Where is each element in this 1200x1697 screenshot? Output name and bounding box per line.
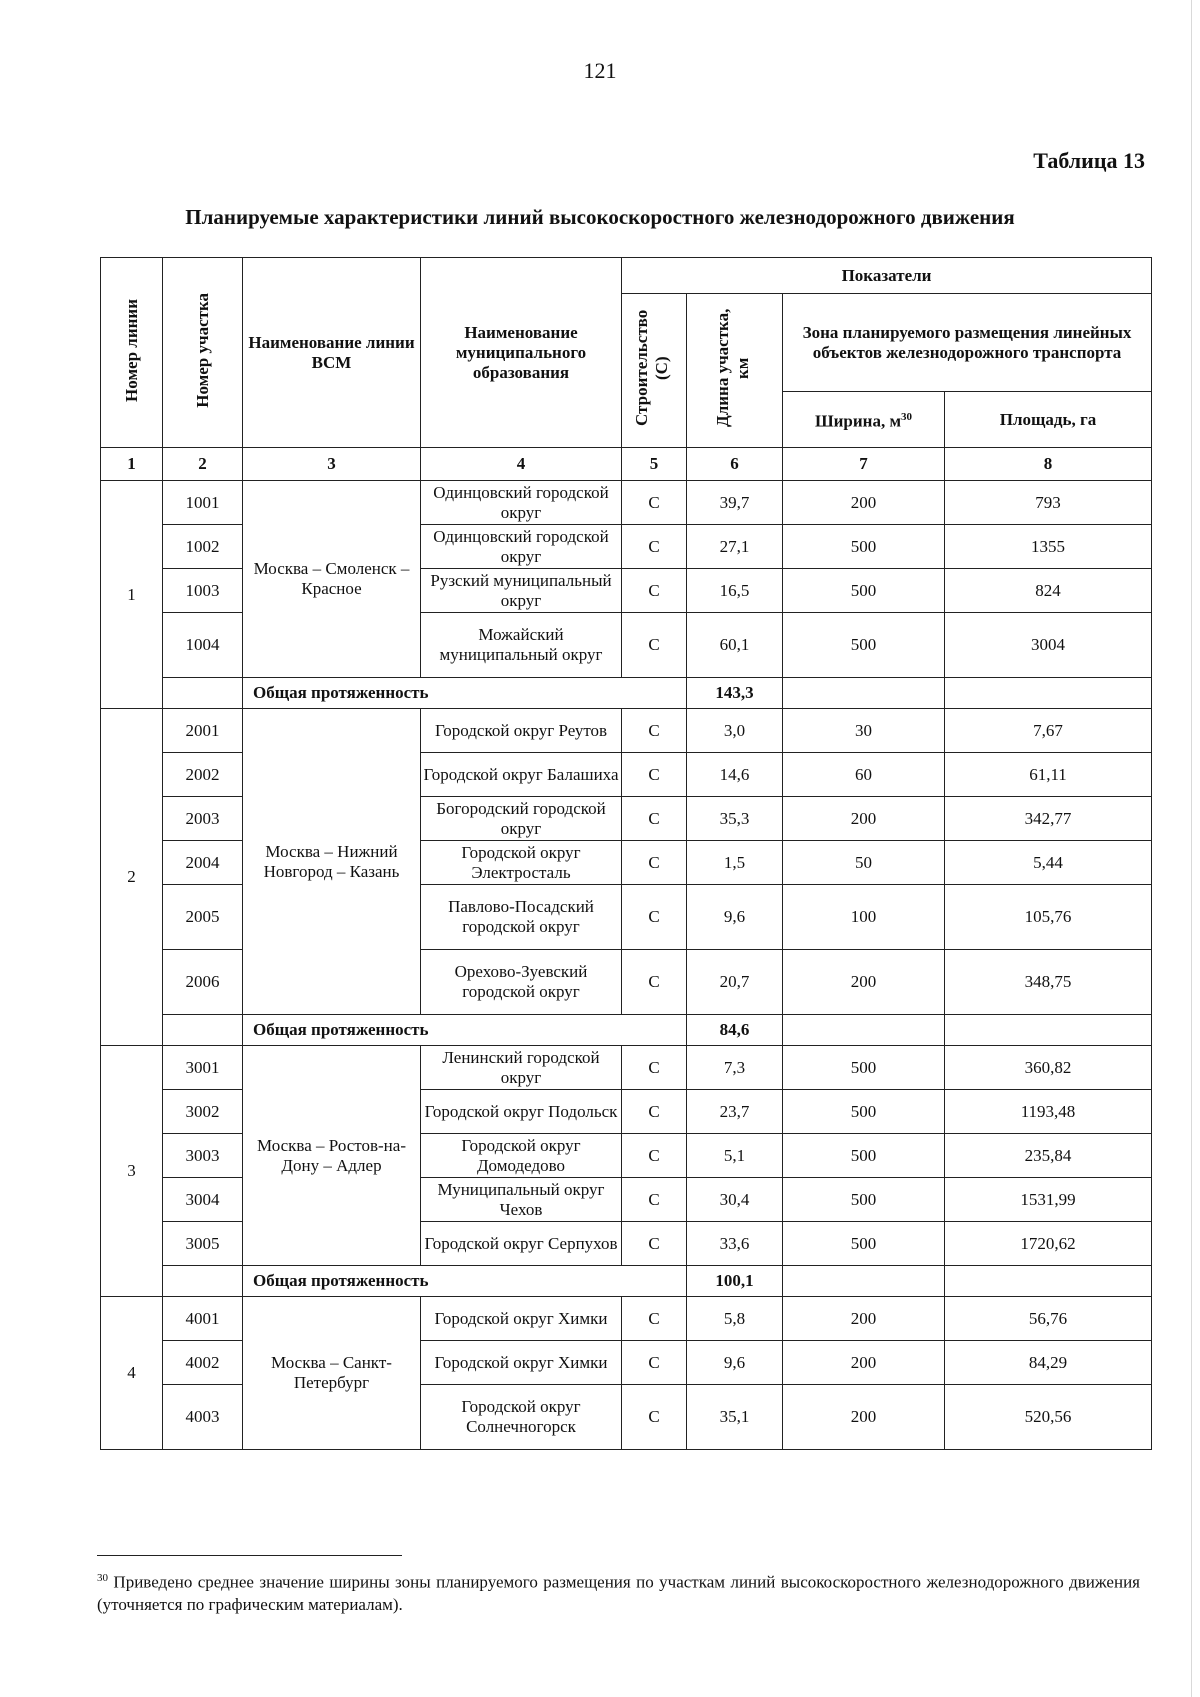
length-cell: 27,1 <box>687 525 783 569</box>
width-cell: 200 <box>783 797 945 841</box>
width-cell: 500 <box>783 525 945 569</box>
length-cell: 7,3 <box>687 1046 783 1090</box>
width-cell: 50 <box>783 841 945 885</box>
col-number: 5 <box>622 448 687 481</box>
construction-cell: С <box>622 753 687 797</box>
area-cell: 1531,99 <box>945 1178 1152 1222</box>
section-number-cell: 3004 <box>163 1178 243 1222</box>
construction-cell: С <box>622 1090 687 1134</box>
municipality-cell: Рузский муниципальный округ <box>421 569 622 613</box>
construction-cell: С <box>622 797 687 841</box>
table-row <box>101 481 1152 525</box>
municipality-cell: Ленинский городской округ <box>421 1046 622 1090</box>
total-length-cell: 143,3 <box>687 678 783 709</box>
table-label: Таблица 13 <box>1033 148 1145 173</box>
length-cell: 23,7 <box>687 1090 783 1134</box>
area-cell: 1720,62 <box>945 1222 1152 1266</box>
area-cell: 520,56 <box>945 1385 1152 1450</box>
total-empty-cell <box>945 1266 1152 1297</box>
header-construction: Строительство (С) <box>622 294 687 448</box>
table-row <box>101 1046 1152 1090</box>
municipality-cell: Городской округ Домодедово <box>421 1134 622 1178</box>
table-row <box>101 709 1152 753</box>
total-empty-cell <box>163 1015 243 1046</box>
length-cell: 60,1 <box>687 613 783 678</box>
length-cell: 9,6 <box>687 1341 783 1385</box>
header-area: Площадь, га <box>945 392 1152 448</box>
municipality-cell: Одинцовский городской округ <box>421 525 622 569</box>
municipality-cell: Городской округ Химки <box>421 1297 622 1341</box>
line-name-cell: Москва – Смоленск – Красное <box>243 481 421 678</box>
municipality-cell: Городской округ Электросталь <box>421 841 622 885</box>
length-cell: 39,7 <box>687 481 783 525</box>
col-number: 2 <box>163 448 243 481</box>
section-number-cell: 4001 <box>163 1297 243 1341</box>
area-cell: 235,84 <box>945 1134 1152 1178</box>
length-cell: 1,5 <box>687 841 783 885</box>
area-cell: 824 <box>945 569 1152 613</box>
width-cell: 200 <box>783 1385 945 1450</box>
header-section-number: Номер участка <box>163 258 243 448</box>
area-cell: 793 <box>945 481 1152 525</box>
section-number-cell: 1004 <box>163 613 243 678</box>
construction-cell: С <box>622 950 687 1015</box>
length-cell: 14,6 <box>687 753 783 797</box>
header-municipality: Наименование муниципального образования <box>421 258 622 448</box>
section-number-cell: 3005 <box>163 1222 243 1266</box>
municipality-cell: Павлово-Посадский городской округ <box>421 885 622 950</box>
length-cell: 33,6 <box>687 1222 783 1266</box>
total-empty-cell <box>783 1015 945 1046</box>
construction-cell: С <box>622 1341 687 1385</box>
width-cell: 500 <box>783 613 945 678</box>
section-number-cell: 1001 <box>163 481 243 525</box>
construction-cell: С <box>622 613 687 678</box>
construction-cell: С <box>622 841 687 885</box>
header-length: Длина участка, км <box>687 294 783 448</box>
section-number-cell: 2006 <box>163 950 243 1015</box>
total-empty-cell <box>783 1266 945 1297</box>
line-number-cell: 2 <box>101 709 163 1046</box>
construction-cell: С <box>622 1046 687 1090</box>
total-row <box>101 1266 1152 1297</box>
footnote-rule <box>97 1555 402 1556</box>
col-number: 7 <box>783 448 945 481</box>
length-cell: 30,4 <box>687 1178 783 1222</box>
line-name-cell: Москва – Санкт-Петербург <box>243 1297 421 1450</box>
width-cell: 500 <box>783 1134 945 1178</box>
construction-cell: С <box>622 709 687 753</box>
construction-cell: С <box>622 481 687 525</box>
municipality-cell: Орехово-Зуевский городской округ <box>421 950 622 1015</box>
width-cell: 200 <box>783 481 945 525</box>
length-cell: 35,1 <box>687 1385 783 1450</box>
width-cell: 30 <box>783 709 945 753</box>
section-number-cell: 3003 <box>163 1134 243 1178</box>
area-cell: 84,29 <box>945 1341 1152 1385</box>
total-row <box>101 1015 1152 1046</box>
table-title: Планируемые характеристики линий высокоскоростного железнодорожного движения <box>185 205 1015 229</box>
area-cell: 3004 <box>945 613 1152 678</box>
length-cell: 20,7 <box>687 950 783 1015</box>
width-cell: 200 <box>783 1297 945 1341</box>
section-number-cell: 3002 <box>163 1090 243 1134</box>
length-cell: 5,1 <box>687 1134 783 1178</box>
total-label: Общая протяженность <box>243 678 687 709</box>
area-cell: 61,11 <box>945 753 1152 797</box>
footnote-text: Приведено среднее значение ширины зоны планируемого размещения по участкам линий высокоскоростного железнодорожного движения (уточняется по графическим материалам). <box>97 1572 1140 1614</box>
total-empty-cell <box>945 1015 1152 1046</box>
section-number-cell: 2004 <box>163 841 243 885</box>
width-cell: 500 <box>783 1046 945 1090</box>
line-number-cell: 1 <box>101 481 163 709</box>
total-empty-cell <box>163 1266 243 1297</box>
line-number-cell: 3 <box>101 1046 163 1297</box>
total-empty-cell <box>163 678 243 709</box>
total-empty-cell <box>783 678 945 709</box>
total-length-cell: 100,1 <box>687 1266 783 1297</box>
area-cell: 342,77 <box>945 797 1152 841</box>
municipality-cell: Богородский городской округ <box>421 797 622 841</box>
section-number-cell: 3001 <box>163 1046 243 1090</box>
municipality-cell: Городской округ Химки <box>421 1341 622 1385</box>
municipality-cell: Городской округ Подольск <box>421 1090 622 1134</box>
col-number: 8 <box>945 448 1152 481</box>
col-number: 3 <box>243 448 421 481</box>
width-cell: 60 <box>783 753 945 797</box>
section-number-cell: 2001 <box>163 709 243 753</box>
width-cell: 500 <box>783 1090 945 1134</box>
table-row <box>101 1297 1152 1341</box>
section-number-cell: 4003 <box>163 1385 243 1450</box>
length-cell: 9,6 <box>687 885 783 950</box>
area-cell: 105,76 <box>945 885 1152 950</box>
area-cell: 7,67 <box>945 709 1152 753</box>
column-number-row <box>101 448 1152 481</box>
col-number: 1 <box>101 448 163 481</box>
construction-cell: С <box>622 885 687 950</box>
municipality-cell: Муниципальный округ Чехов <box>421 1178 622 1222</box>
construction-cell: С <box>622 1297 687 1341</box>
page-number: 121 <box>583 58 617 83</box>
municipality-cell: Одинцовский городской округ <box>421 481 622 525</box>
header-indicators: Показатели <box>622 258 1152 294</box>
length-cell: 35,3 <box>687 797 783 841</box>
line-name-cell: Москва – Ростов-на-Дону – Адлер <box>243 1046 421 1266</box>
construction-cell: С <box>622 525 687 569</box>
construction-cell: С <box>622 1222 687 1266</box>
col-number: 6 <box>687 448 783 481</box>
width-cell: 500 <box>783 1222 945 1266</box>
width-cell: 500 <box>783 1178 945 1222</box>
municipality-cell: Городской округ Серпухов <box>421 1222 622 1266</box>
header-line-number: Номер линии <box>101 258 163 448</box>
width-cell: 100 <box>783 885 945 950</box>
section-number-cell: 2002 <box>163 753 243 797</box>
municipality-cell: Городской округ Балашиха <box>421 753 622 797</box>
section-number-cell: 1002 <box>163 525 243 569</box>
section-number-cell: 2003 <box>163 797 243 841</box>
header-width: Ширина, $м^{30}$ <box>783 392 945 448</box>
section-number-cell: 2005 <box>163 885 243 950</box>
section-number-cell: 4002 <box>163 1341 243 1385</box>
construction-cell: С <box>622 569 687 613</box>
width-cell: 500 <box>783 569 945 613</box>
scan-edge-line <box>1191 0 1192 1697</box>
total-label: Общая протяженность <box>243 1015 687 1046</box>
area-cell: 348,75 <box>945 950 1152 1015</box>
header-zone: Зона планируемого размещения линейных объектов железнодорожного транспорта <box>783 294 1152 392</box>
length-cell: 3,0 <box>687 709 783 753</box>
total-empty-cell <box>945 678 1152 709</box>
area-cell: 56,76 <box>945 1297 1152 1341</box>
col-number: 4 <box>421 448 622 481</box>
total-label: Общая протяженность <box>243 1266 687 1297</box>
area-cell: 1355 <box>945 525 1152 569</box>
length-cell: 5,8 <box>687 1297 783 1341</box>
municipality-cell: Городской округ Солнечногорск <box>421 1385 622 1450</box>
total-length-cell: 84,6 <box>687 1015 783 1046</box>
length-cell: 16,5 <box>687 569 783 613</box>
table-body <box>101 448 1152 1450</box>
area-cell: 5,44 <box>945 841 1152 885</box>
municipality-cell: Можайский муниципальный округ <box>421 613 622 678</box>
line-name-cell: Москва – Нижний Новгород – Казань <box>243 709 421 1015</box>
line-number-cell: 4 <box>101 1297 163 1450</box>
construction-cell: С <box>622 1385 687 1450</box>
municipality-cell: Городской округ Реутов <box>421 709 622 753</box>
area-cell: 360,82 <box>945 1046 1152 1090</box>
characteristics-table <box>100 257 1152 1450</box>
area-cell: 1193,48 <box>945 1090 1152 1134</box>
construction-cell: С <box>622 1178 687 1222</box>
section-number-cell: 1003 <box>163 569 243 613</box>
footnote-number: 30 <box>97 1572 108 1584</box>
construction-cell: С <box>622 1134 687 1178</box>
footnote <box>97 1567 1140 1616</box>
width-cell: 200 <box>783 1341 945 1385</box>
header-line-name: Наименование линии ВСМ <box>243 258 421 448</box>
total-row <box>101 678 1152 709</box>
width-cell: 200 <box>783 950 945 1015</box>
footnote-ref: 30 <box>901 411 913 424</box>
